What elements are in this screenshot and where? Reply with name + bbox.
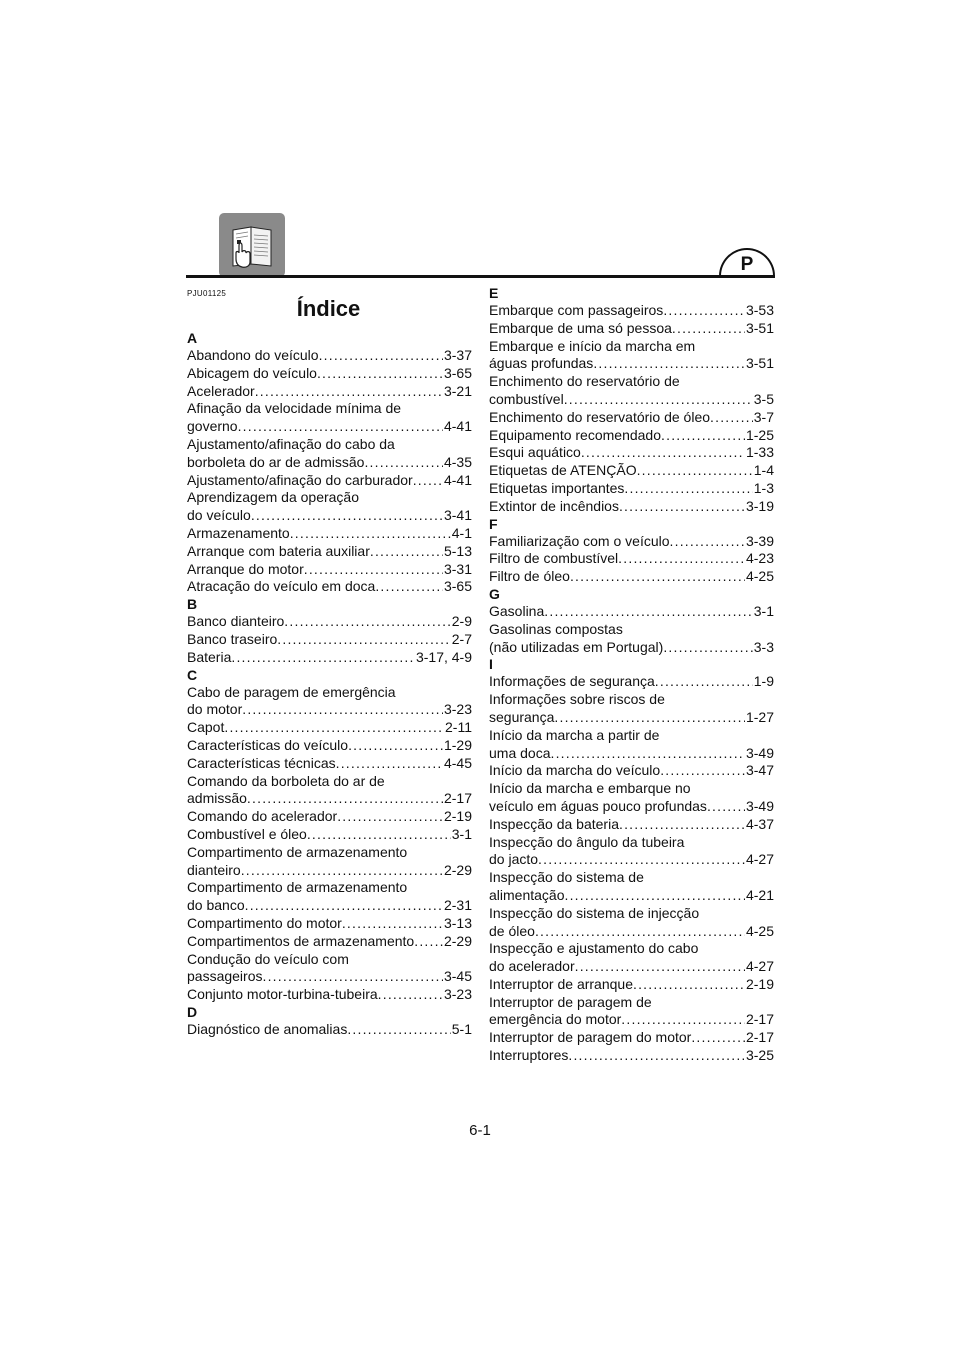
index-entry-text: dianteiro bbox=[187, 861, 241, 878]
dot-leader bbox=[707, 798, 745, 816]
index-page-ref: 3-5 bbox=[753, 390, 774, 407]
index-entry bbox=[187, 578, 472, 596]
index-entry-text: Arranque com bateria auxiliar bbox=[187, 542, 370, 559]
index-entry-text: Equipamento recomendado bbox=[489, 426, 662, 443]
index-column-left bbox=[187, 330, 472, 1039]
index-entry-text: Compartimentos de armazenamento bbox=[187, 932, 415, 949]
index-entry-text: Bateria bbox=[187, 648, 232, 665]
index-entry bbox=[187, 737, 472, 755]
index-page-ref: 2-19 bbox=[443, 808, 472, 825]
index-entry-text: Comando do acelerador bbox=[187, 808, 338, 825]
dot-leader bbox=[290, 525, 451, 543]
header-rule bbox=[186, 275, 775, 278]
index-entry-text: (não utilizadas em Portugal) bbox=[489, 638, 664, 655]
index-entry bbox=[187, 400, 472, 436]
index-entry-text: emergência do motor bbox=[489, 1011, 622, 1028]
index-entry-text: águas profundas bbox=[489, 355, 594, 372]
dot-leader bbox=[251, 507, 443, 525]
index-page-ref: 4-27 bbox=[745, 851, 774, 868]
index-entry bbox=[187, 365, 472, 383]
index-entry-text: Interruptores bbox=[489, 1047, 569, 1064]
index-entry-text: Capot bbox=[187, 719, 225, 736]
index-entry bbox=[489, 905, 774, 941]
index-entry-text: Banco traseiro bbox=[187, 630, 278, 647]
index-entry bbox=[489, 621, 774, 657]
dot-leader bbox=[618, 550, 745, 568]
index-page-ref: 3-17, 4-9 bbox=[415, 648, 472, 665]
index-entry bbox=[489, 1047, 774, 1065]
dot-leader bbox=[247, 790, 443, 808]
dot-leader bbox=[364, 454, 443, 472]
index-entry bbox=[489, 869, 774, 905]
index-entry-text: uma doca bbox=[489, 744, 551, 761]
index-entry bbox=[187, 755, 472, 773]
index-entry bbox=[489, 338, 774, 374]
index-entry-text: Início da marcha e embarque no bbox=[489, 780, 691, 797]
dot-leader bbox=[570, 568, 745, 586]
index-entry bbox=[489, 673, 774, 691]
index-page-ref: 4-1 bbox=[451, 524, 472, 541]
index-entry bbox=[489, 427, 774, 445]
index-entry bbox=[489, 780, 774, 816]
dot-leader bbox=[660, 762, 745, 780]
index-letter-heading: C bbox=[187, 666, 198, 683]
index-letter-heading: F bbox=[489, 515, 498, 532]
index-entry bbox=[489, 834, 774, 870]
index-entry-text: de óleo bbox=[489, 922, 535, 939]
index-entry-text: Etiquetas importantes bbox=[489, 479, 625, 496]
index-entry-text: Cabo de paragem de emergência bbox=[187, 683, 396, 700]
dot-leader bbox=[337, 808, 443, 826]
dot-leader bbox=[663, 639, 752, 657]
dot-leader bbox=[621, 1011, 745, 1029]
index-entry-text: do motor bbox=[187, 701, 243, 718]
index-entry-text: Extintor de incêndios bbox=[489, 497, 619, 514]
index-entry-text: Interruptor de paragem do motor bbox=[489, 1029, 692, 1046]
index-entry-text: governo bbox=[187, 418, 238, 435]
index-page-ref: 1-29 bbox=[443, 736, 472, 753]
index-page-ref: 3-1 bbox=[451, 825, 472, 842]
index-entry-text: Ajustamento/afinação do cabo da bbox=[187, 435, 395, 452]
index-page-ref: 3-37 bbox=[443, 347, 472, 363]
index-entry bbox=[489, 762, 774, 780]
index-entry bbox=[489, 533, 774, 551]
index-letter-heading: B bbox=[187, 596, 198, 613]
index-entry-text: Diagnóstico de anomalias bbox=[187, 1020, 348, 1037]
index-entry-text: Embarque e início da marcha em bbox=[489, 337, 696, 354]
index-entry-text: admissão bbox=[187, 790, 247, 807]
index-entry bbox=[187, 933, 472, 951]
dot-leader bbox=[375, 578, 443, 596]
index-entry-text: Inspecção do ângulo da tubeira bbox=[489, 833, 685, 850]
index-page-ref: 4-25 bbox=[745, 568, 774, 585]
index-page-ref: 4-41 bbox=[443, 418, 472, 435]
index-page-ref: 3-49 bbox=[745, 744, 774, 761]
index-page-ref: 3-51 bbox=[745, 355, 774, 372]
dot-leader bbox=[370, 543, 443, 561]
index-entry bbox=[187, 543, 472, 561]
index-entry-text: do acelerador bbox=[489, 958, 575, 975]
dot-leader bbox=[581, 444, 745, 462]
index-page-ref: 1-33 bbox=[745, 444, 774, 461]
index-page-ref: 3-25 bbox=[745, 1047, 774, 1064]
index-page-ref: 3-53 bbox=[745, 302, 774, 318]
index-page-ref: 3-23 bbox=[443, 986, 472, 1003]
index-entry bbox=[489, 603, 774, 621]
index-entry-text: Inspecção e ajustamento do cabo bbox=[489, 940, 699, 957]
dot-leader bbox=[342, 915, 443, 933]
dot-leader bbox=[575, 958, 745, 976]
dot-leader bbox=[624, 480, 752, 498]
dot-leader bbox=[255, 383, 443, 401]
index-entry bbox=[187, 951, 472, 987]
index-entry-text: Comando da borboleta do ar de bbox=[187, 772, 385, 789]
index-page-ref: 4-41 bbox=[443, 471, 472, 488]
index-entry-text: do jacto bbox=[489, 851, 539, 868]
dot-leader bbox=[241, 862, 443, 880]
index-page-ref: 2-9 bbox=[451, 613, 472, 630]
index-page-ref: 1-9 bbox=[753, 673, 774, 690]
index-entry-text: Compartimento de armazenamento bbox=[187, 843, 408, 860]
index-page-ref: 3-65 bbox=[443, 364, 472, 381]
dot-leader bbox=[238, 418, 443, 436]
index-entry-text: Etiquetas de ATENÇÃO bbox=[489, 462, 637, 479]
dot-leader bbox=[568, 1047, 745, 1065]
dot-leader bbox=[661, 427, 745, 445]
dot-leader bbox=[672, 320, 745, 338]
index-entry bbox=[187, 1021, 472, 1039]
index-entry bbox=[489, 444, 774, 462]
dot-leader bbox=[670, 533, 745, 551]
index-entry bbox=[489, 480, 774, 498]
index-entry-text: Gasolinas compostas bbox=[489, 620, 623, 637]
index-entry bbox=[489, 550, 774, 568]
index-page-ref: 2-29 bbox=[443, 861, 472, 878]
dot-leader bbox=[242, 701, 443, 719]
dot-leader bbox=[564, 391, 753, 409]
index-entry bbox=[489, 462, 774, 480]
index-entry bbox=[489, 373, 774, 409]
dot-leader bbox=[663, 302, 745, 320]
index-entry-text: Compartimento do motor bbox=[187, 914, 342, 931]
index-entry-text: Abandono do veículo bbox=[187, 347, 319, 363]
page-number: 6-1 bbox=[469, 1122, 491, 1139]
index-entry bbox=[187, 844, 472, 880]
index-entry bbox=[489, 976, 774, 994]
manual-hand-icon bbox=[219, 213, 285, 277]
dot-leader bbox=[413, 472, 443, 490]
dot-leader bbox=[619, 498, 745, 516]
index-page-ref: 4-23 bbox=[745, 550, 774, 567]
index-page-ref: 3-21 bbox=[443, 382, 472, 399]
dot-leader bbox=[554, 709, 745, 727]
index-entry-text: veículo em águas pouco profundas bbox=[489, 797, 707, 814]
index-entry-text: Banco dianteiro bbox=[187, 613, 285, 630]
dot-leader bbox=[277, 631, 450, 649]
dot-leader bbox=[263, 968, 443, 986]
document-code: PJU01125 bbox=[187, 289, 227, 298]
index-page-ref: 1-25 bbox=[745, 426, 774, 443]
index-entry bbox=[187, 986, 472, 1004]
index-entry-text: Familiarização com o veículo bbox=[489, 532, 670, 549]
index-page-ref: 3-19 bbox=[745, 497, 774, 514]
index-page-ref: 3-47 bbox=[745, 762, 774, 779]
index-page-ref: 3-1 bbox=[753, 602, 774, 619]
index-page-ref: 2-17 bbox=[745, 1029, 774, 1046]
index-entry bbox=[187, 684, 472, 720]
index-page-ref: 1-4 bbox=[753, 462, 774, 479]
index-letter-heading: G bbox=[489, 585, 500, 602]
index-entry bbox=[187, 613, 472, 631]
index-entry bbox=[489, 302, 774, 320]
index-entry bbox=[489, 409, 774, 427]
index-entry-text: Informações sobre riscos de bbox=[489, 691, 665, 708]
index-entry bbox=[187, 826, 472, 844]
index-page-ref: 5-13 bbox=[443, 542, 472, 559]
index-page-ref: 2-7 bbox=[451, 630, 472, 647]
index-entry bbox=[489, 320, 774, 338]
index-entry bbox=[187, 773, 472, 809]
index-entry-text: Inspecção do sistema de injecção bbox=[489, 904, 700, 921]
index-page-ref: 3-65 bbox=[443, 578, 472, 595]
index-entry-text: Filtro de óleo bbox=[489, 568, 570, 585]
dot-leader bbox=[691, 1029, 745, 1047]
dot-leader bbox=[593, 355, 745, 373]
index-page-ref: 1-27 bbox=[745, 708, 774, 725]
index-entry bbox=[187, 561, 472, 579]
index-page-ref: 3-45 bbox=[443, 968, 472, 985]
index-entry bbox=[187, 808, 472, 826]
index-entry-text: Embarque de uma só pessoa bbox=[489, 319, 672, 336]
index-entry bbox=[187, 383, 472, 401]
dot-leader bbox=[245, 897, 443, 915]
language-code: P bbox=[740, 253, 754, 275]
index-entry-text: Conjunto motor-turbina-tubeira bbox=[187, 986, 378, 1003]
index-entry-text: Abicagem do veículo bbox=[187, 364, 317, 381]
index-letter-heading: D bbox=[187, 1003, 198, 1020]
index-page-ref: 3-51 bbox=[745, 319, 774, 336]
index-entry bbox=[489, 498, 774, 516]
dot-leader bbox=[538, 851, 745, 869]
dot-leader bbox=[619, 816, 745, 834]
index-entry bbox=[187, 436, 472, 472]
index-page-ref: 3-23 bbox=[443, 701, 472, 718]
index-entry-text: Filtro de combustível bbox=[489, 550, 619, 567]
index-entry-text: Embarque com passageiros bbox=[489, 302, 664, 318]
index-entry-text: Inspecção da bateria bbox=[489, 815, 619, 832]
index-letter-heading: I bbox=[489, 656, 493, 673]
dot-leader bbox=[304, 561, 443, 579]
index-entry-text: Condução do veículo com bbox=[187, 950, 349, 967]
index-entry-text: Ajustamento/afinação do carburador bbox=[187, 471, 413, 488]
index-entry bbox=[489, 1029, 774, 1047]
index-page-ref: 3-41 bbox=[443, 507, 472, 524]
index-entry-text: Enchimento do reservatório de bbox=[489, 373, 680, 390]
index-entry-text: Afinação da velocidade mínima de bbox=[187, 400, 402, 417]
index-page-ref: 5-1 bbox=[451, 1020, 472, 1037]
index-page-ref: 2-11 bbox=[445, 719, 472, 736]
index-page-ref: 4-37 bbox=[745, 815, 774, 832]
index-entry bbox=[187, 525, 472, 543]
index-page-ref: 2-19 bbox=[745, 975, 774, 992]
index-entry bbox=[489, 568, 774, 586]
index-page-ref: 1-3 bbox=[753, 479, 774, 496]
dot-leader bbox=[550, 745, 744, 763]
dot-leader bbox=[535, 923, 745, 941]
index-entry bbox=[489, 994, 774, 1030]
index-entry-text: Início da marcha do veículo bbox=[489, 762, 661, 779]
dot-leader bbox=[336, 755, 443, 773]
dot-leader bbox=[307, 826, 451, 844]
dot-leader bbox=[319, 347, 443, 365]
dot-leader bbox=[231, 649, 415, 667]
index-letter-heading: A bbox=[187, 330, 198, 346]
index-page-ref: 3-31 bbox=[443, 560, 472, 577]
index-entry-text: Armazenamento bbox=[187, 524, 290, 541]
index-page-ref: 4-27 bbox=[745, 958, 774, 975]
index-page-ref: 3-49 bbox=[745, 797, 774, 814]
dot-leader bbox=[414, 933, 443, 951]
index-page-ref: 3-39 bbox=[745, 532, 774, 549]
dot-leader bbox=[655, 673, 753, 691]
index-entry bbox=[187, 472, 472, 490]
dot-leader bbox=[633, 976, 745, 994]
index-page-ref: 3-13 bbox=[443, 914, 472, 931]
index-page-ref: 2-29 bbox=[443, 932, 472, 949]
index-column-right bbox=[489, 285, 774, 1065]
dot-leader bbox=[637, 462, 753, 480]
dot-leader bbox=[710, 409, 753, 427]
index-entry-text: Atracação do veículo em doca bbox=[187, 578, 376, 595]
index-entry-text: Interruptor de arranque bbox=[489, 975, 633, 992]
index-entry-text: Gasolina bbox=[489, 602, 545, 619]
index-entry bbox=[489, 691, 774, 727]
index-entry-text: Aprendizagem da operação bbox=[187, 489, 360, 506]
index-entry bbox=[187, 631, 472, 649]
dot-leader bbox=[347, 1021, 450, 1039]
index-entry bbox=[187, 915, 472, 933]
index-page-ref: 4-45 bbox=[443, 754, 472, 771]
index-entry-text: passageiros bbox=[187, 968, 263, 985]
dot-leader bbox=[348, 737, 443, 755]
index-entry-text: do banco bbox=[187, 897, 245, 914]
index-page-ref: 4-35 bbox=[443, 453, 472, 470]
dot-leader bbox=[565, 887, 745, 905]
index-entry-text: Combustível e óleo bbox=[187, 825, 307, 842]
index-page-ref: 3-7 bbox=[753, 408, 774, 425]
index-entry bbox=[187, 649, 472, 667]
index-entry bbox=[489, 816, 774, 834]
index-entry-text: do veículo bbox=[187, 507, 251, 524]
dot-leader bbox=[378, 986, 443, 1004]
index-entry-text: Arranque do motor bbox=[187, 560, 304, 577]
page-title: Índice bbox=[296, 296, 361, 321]
index-entry bbox=[187, 719, 472, 737]
index-entry-text: Interruptor de paragem de bbox=[489, 993, 652, 1010]
index-page-ref: 2-17 bbox=[443, 790, 472, 807]
index-entry-text: Acelerador bbox=[187, 382, 255, 399]
index-entry-text: Início da marcha a partir de bbox=[489, 726, 660, 743]
index-entry-text: Enchimento do reservatório de óleo bbox=[489, 408, 711, 425]
index-entry-text: Informações de segurança bbox=[489, 673, 655, 690]
index-entry-text: Esqui aquático bbox=[489, 444, 581, 461]
index-page-ref: 4-21 bbox=[745, 886, 774, 903]
index-page-ref: 4-25 bbox=[745, 922, 774, 939]
index-entry-text: borboleta do ar de admissão bbox=[187, 453, 365, 470]
index-page-ref: 2-17 bbox=[745, 1011, 774, 1028]
index-entry-text: segurança bbox=[489, 708, 555, 725]
index-entry-text: Características do veículo bbox=[187, 736, 349, 753]
index-entry bbox=[187, 347, 472, 365]
dot-leader bbox=[284, 613, 450, 631]
index-entry bbox=[187, 879, 472, 915]
dot-leader bbox=[544, 603, 753, 621]
dot-leader bbox=[317, 365, 443, 383]
index-entry-text: Características técnicas bbox=[187, 754, 336, 771]
index-entry-text: Compartimento de armazenamento bbox=[187, 879, 408, 896]
language-badge bbox=[719, 248, 775, 276]
index-entry bbox=[489, 940, 774, 976]
index-page-ref: 3-3 bbox=[753, 638, 774, 655]
dot-leader bbox=[224, 719, 444, 737]
index-entry bbox=[489, 727, 774, 763]
index-entry-text: combustível bbox=[489, 390, 564, 407]
index-entry-text: alimentação bbox=[489, 886, 565, 903]
index-letter-heading: E bbox=[489, 285, 499, 301]
index-page-ref: 2-31 bbox=[443, 897, 472, 914]
index-entry-text: Inspecção do sistema de bbox=[489, 869, 644, 886]
index-entry bbox=[187, 489, 472, 525]
